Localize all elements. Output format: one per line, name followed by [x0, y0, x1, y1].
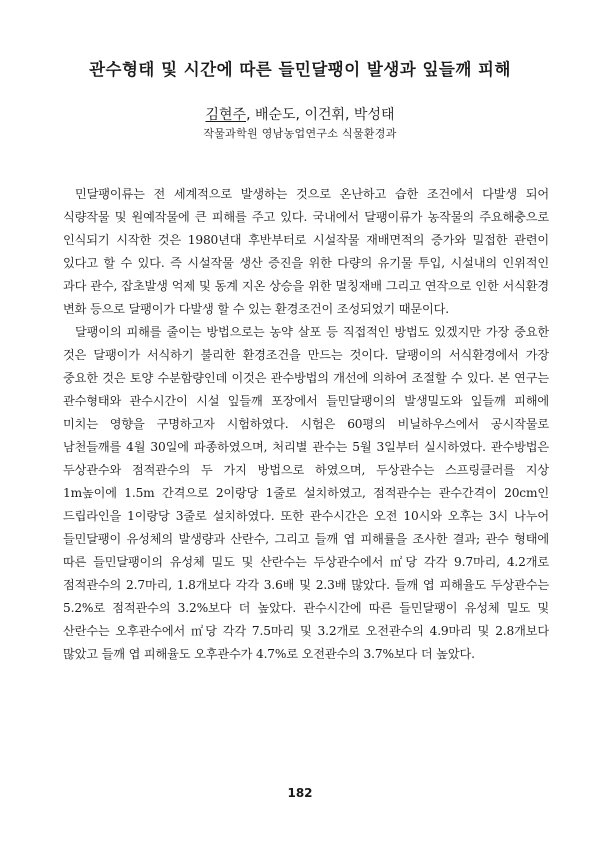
abstract-body: [63, 183, 549, 666]
page-number: 182: [287, 786, 313, 800]
author-list: [0, 104, 600, 124]
abstract-paragraph-2: 달팽이의 피해를 줄이는 방법으로는 농약 살포 등 직접적인 방법도 있겠지만 가장 중요한 것은 달팽이가 서식하기 불리한 환경조건을 만드는 것이다. 달팽이의 서식환경에서 가장 중요한 것은 토양 수분함량인데 이것은 관수방법의 개선에 의하여 조절할 수 있다. 본 연구는 관수형태와 관수시간이 시설 잎들깨 포장에서 들민달팽이의 발생밀도와 잎들깨 피해에 미치는 영향을 구명하고자 시험하였다. 시험은 60평의 비닐하우스에서 공시작물로 남천들깨를 4월 30일에 파종하였으며, 처리별 관수는 5월 3일부터 실시하였다. 관수방법은 두상관수와 점적관수의 두 가지 방법으로 하였으며, 두상관수는 스프링클러를 지상 1m높이에 1.5m 간격으로 2이랑당 1줄로 설치하였고, 점적관수는 관수간격이 20cm인 드립라인을 1이랑당 3줄로 설치하였다. 또한 관수시간은 오전 10시와 오후는 3시 나누어 들민달팽이 유성체의 발생량과 산란수, 그리고 들깨 엽 피해률을 조사한 결과; 관수 형태에 따른 들민달팽이의 유성체 밀도 및 산란수는 두상관수에서 ㎡당 각각 9.7마리, 4.2개로 점적관수의 2.7마리, 1.8개보다 각각 3.6배 및 2.3배 많았다. 들깨 엽 피해율도 두상관수는 5.2%로 점적관수의 3.2%보다 더 높았다. 관수시간에 따른 들민달팽이 유성체 밀도 및 산란수는 오후관수에서 ㎡당 각각 7.5마리 및 3.2개로 오전관수의 4.9마리 및 2.8개보다 많았고 들깨 엽 피해율도 오후관수가 4.7%로 오전관수의 3.7%보다 더 높았다.: [63, 325, 549, 661]
co-authors: , 배순도, 이건휘, 박성태: [246, 107, 395, 123]
abstract-paragraph-1: 민달팽이류는 전 세계적으로 발생하는 것으로 온난하고 습한 조건에서 다발생 되어 식량작물 및 원예작물에 큰 피해를 주고 있다. 국내에서 달팽이류가 농작물의 주요해충으로 인식되기 시작한 것은 1980년대 후반부터로 시설작물 재배면적의 증가와 밀접한 관련이 있다고 할 수 있다. 즉 시설작물 생산 증진을 위한 다량의 유기물 투입, 시설내의 인위적인 과다 관수, 잡초발생 억제 및 동계 지온 상승을 위한 멀칭재배 그리고 연작으로 인한 서식환경 변화 등으로 달팽이가 다발생 할 수 있는 환경조건이 조성되었기 때문이다.: [63, 187, 549, 316]
paper-title: 관수형태 및 시간에 따른 들민달팽이 발생과 잎들깨 피해: [89, 60, 511, 79]
presenting-author: 김현주: [205, 107, 247, 123]
affiliation: 작물과학원 영남농업연구소 식물환경과: [203, 127, 397, 140]
